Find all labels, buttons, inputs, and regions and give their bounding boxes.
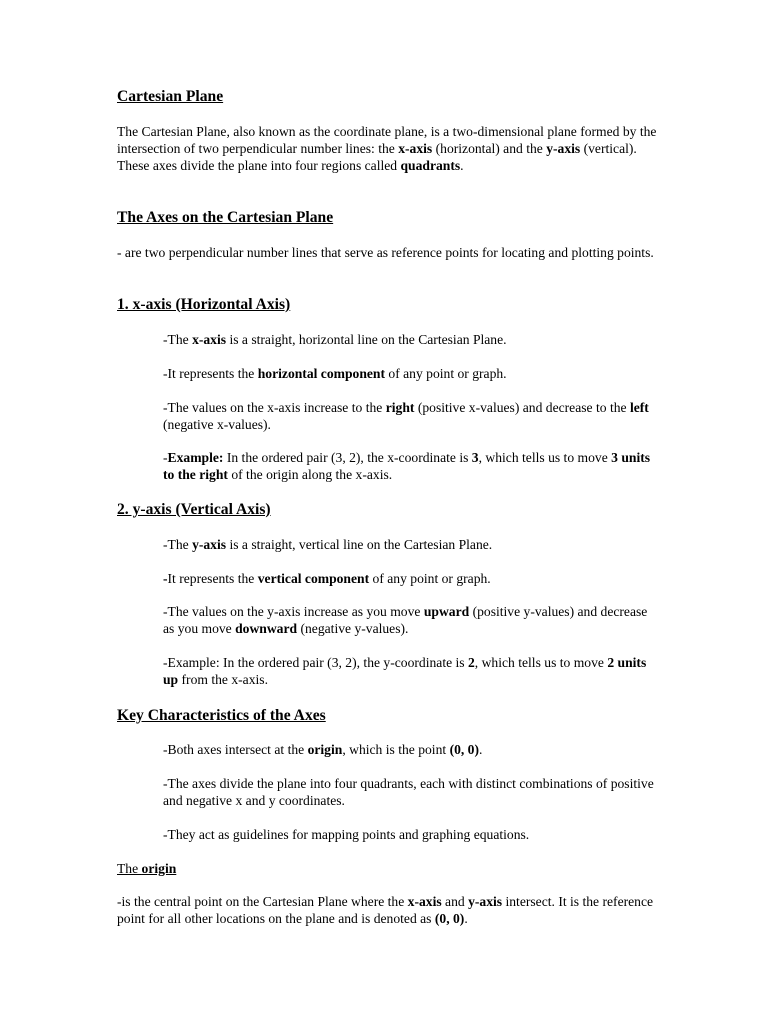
axes-description — [117, 244, 657, 261]
key-point-3: -They act as guidelines for mapping points and graphing equations. — [163, 827, 530, 842]
xaxis-point-1: -The x-axis is a straight, horizontal line on the Cartesian Plane. — [163, 332, 507, 347]
origin-paragraph: -is the central point on the Cartesian Plane where the x-axis and y-axis intersect. It is the reference point for all other locations on the plane and is denoted as (0, 0). — [117, 894, 654, 926]
yaxis-point-2: -It represents the vertical component of any point or graph. — [163, 571, 491, 586]
origin-heading: The origin — [117, 861, 177, 876]
yaxis-point-3: -The values on the y-axis increase as you move upward (positive y-values) and decrease as you move downward (negative y-values). — [163, 604, 648, 636]
key-point-1: -Both axes intersect at the origin, which is the point (0, 0). — [163, 742, 483, 757]
intro-text-3: (vertical). These axes divide the plane into four regions called — [117, 141, 637, 173]
axes-description-text: - are two perpendicular number lines that serve as reference points for locating and plotting points. — [117, 245, 654, 260]
page-title — [117, 87, 657, 107]
intro-text-1: The Cartesian Plane, also known as the coordinate plane, is a two-dimensional plane formed by the intersection of two perpendicular number lines: the — [117, 124, 657, 156]
yaxis-heading-text: 2. y-axis (Vertical Axis) — [117, 501, 271, 518]
xaxis-heading — [117, 295, 657, 315]
intro-bold-yaxis: y-axis — [546, 141, 581, 156]
intro-paragraph — [117, 123, 657, 174]
intro-bold-quadrants: quadrants — [400, 158, 461, 173]
xaxis-point-2: -It represents the horizontal component of any point or graph. — [163, 366, 507, 381]
yaxis-example: -Example: In the ordered pair (3, 2), the y-coordinate is 2, which tells us to move 2 units up from the x-axis. — [163, 655, 647, 687]
intro-text-2: (horizontal) and the — [432, 141, 547, 156]
intro-bold-xaxis: x-axis — [398, 141, 433, 156]
key-point-2: -The axes divide the plane into four quadrants, each with distinct combinations of positive and negative x and y coordinates. — [163, 776, 654, 808]
key-heading — [117, 706, 657, 726]
axes-heading — [117, 208, 657, 228]
xaxis-heading-text: 1. x-axis (Horizontal Axis) — [117, 296, 291, 313]
yaxis-heading — [117, 500, 657, 520]
key-heading-text: Key Characteristics of the Axes — [117, 707, 326, 724]
title-text: Cartesian Plane — [117, 88, 224, 105]
yaxis-point-1: -The y-axis is a straight, vertical line on the Cartesian Plane. — [163, 537, 493, 552]
axes-heading-text: The Axes on the Cartesian Plane — [117, 209, 334, 226]
xaxis-point-3: -The values on the x-axis increase to the right (positive x-values) and decrease to the left (negative x-values). — [163, 400, 649, 432]
intro-text-4: . — [460, 158, 464, 173]
xaxis-example: -Example: In the ordered pair (3, 2), the x-coordinate is 3, which tells us to move 3 units to the right of the origin along the x-axis. — [163, 450, 651, 482]
